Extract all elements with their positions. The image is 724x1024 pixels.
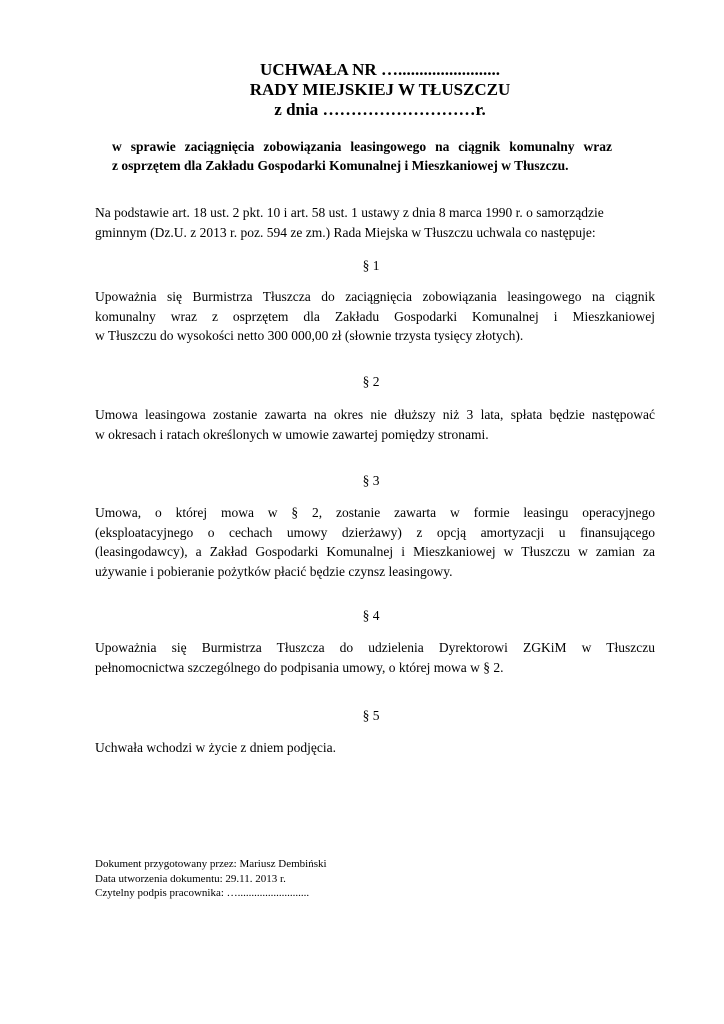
- preamble-line: Na podstawie art. 18 ust. 2 pkt. 10 i art. 58 ust. 1 ustawy z dnia 8 marca 1990 r. o samorządzie: [95, 205, 604, 220]
- section-line: używanie i pobieranie pożytków płacić będzie czynsz leasingowy.: [95, 563, 453, 579]
- section-2-mark: § 2: [362, 374, 380, 389]
- section-3-mark: § 3: [362, 473, 380, 488]
- section-1-mark: § 1: [362, 258, 380, 273]
- section-1-text: [95, 287, 655, 346]
- subject-line: w sprawie zaciągnięcia zobowiązania leasingowego na ciągnik komunalny wraz: [112, 139, 612, 154]
- preamble: [95, 203, 655, 242]
- employee-signature: Czytelny podpis pracownika: …..........................: [95, 887, 310, 899]
- section-5-mark: § 5: [362, 708, 380, 723]
- resolution-number-title: UCHWAŁA NR …........................: [260, 60, 500, 79]
- section-line: (leasingodawcy), a Zakład Gospodarki Komunalnej i Mieszkaniowej w Tłuszczu w zamian za: [95, 544, 655, 559]
- resolution-subject: [112, 137, 612, 175]
- section-line: komunalny wraz z osprzętem dla Zakładu Gospodarki Komunalnej i Mieszkaniowej: [95, 308, 655, 324]
- section-5-text: [95, 738, 655, 758]
- section-line: Umowa leasingowa zostanie zawarta na okres nie dłuższy niż 3 lata, spłata będzie następować: [95, 407, 655, 422]
- resolution-date-title: z dnia ………………………r.: [274, 100, 486, 119]
- section-4-mark: § 4: [362, 608, 380, 623]
- section-line: Umowa, o której mowa w § 2, zostanie zawarta w formie leasingu operacyjnego: [95, 505, 655, 520]
- section-line: Uchwała wchodzi w życie z dniem podjęcia.: [95, 740, 337, 755]
- section-line: (eksploatacyjnego o cechach umowy dzierżawy) z opcją amortyzacji u finansującego: [95, 524, 655, 540]
- council-name-title: RADY MIEJSKIEJ W TŁUSZCZU: [249, 80, 511, 99]
- section-4-text: [95, 638, 655, 677]
- section-line: Upoważnia się Burmistrza Tłuszcza do zaciągnięcia zobowiązania leasingowego na ciągnik: [95, 289, 655, 304]
- section-line: w okresach i ratach określonych w umowie zawartej pomiędzy stronami.: [95, 426, 489, 442]
- prepared-by: Dokument przygotowany przez: Mariusz Dembiński: [95, 858, 327, 870]
- section-2-text: [95, 405, 655, 444]
- preamble-line: gminnym (Dz.U. z 2013 r. poz. 594 ze zm.) Rada Miejska w Tłuszczu uchwala co następuje:: [95, 224, 596, 240]
- document-footer: [95, 857, 327, 901]
- section-line: pełnomocnictwa szczególnego do podpisania umowy, o której mowa w § 2.: [95, 659, 504, 675]
- section-line: w Tłuszczu do wysokości netto 300 000,00 zł (słownie trzysta tysięcy złotych).: [95, 328, 524, 343]
- section-3-text: [95, 503, 655, 581]
- creation-date: Data utworzenia dokumentu: 29.11. 2013 r.: [95, 872, 286, 885]
- subject-line: z osprzętem dla Zakładu Gospodarki Komunalnej i Mieszkaniowej w Tłuszczu.: [112, 158, 569, 173]
- section-line: Upoważnia się Burmistrza Tłuszcza do udzielenia Dyrektorowi ZGKiM w Tłuszczu: [95, 640, 655, 655]
